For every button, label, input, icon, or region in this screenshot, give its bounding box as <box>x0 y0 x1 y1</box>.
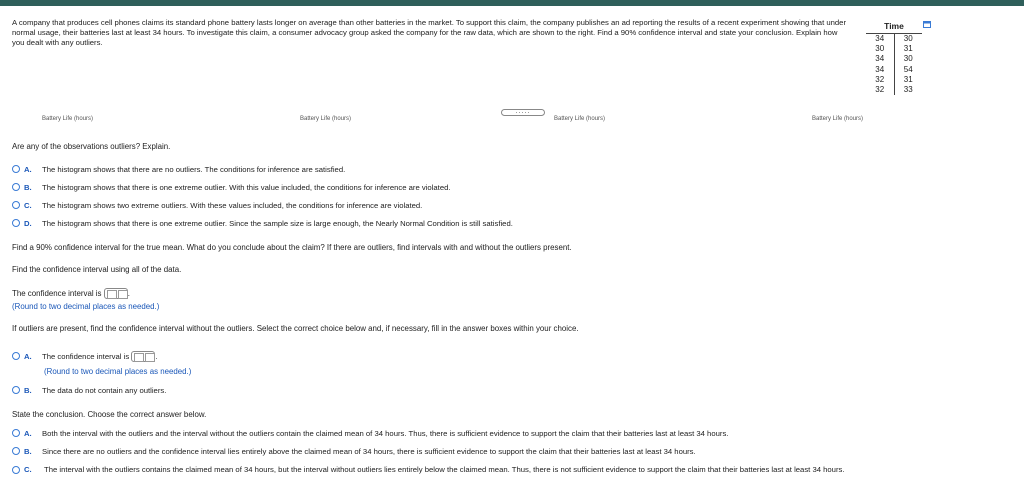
interval-answer-box[interactable] <box>131 351 155 362</box>
expand-more-button[interactable]: ..... <box>501 109 545 116</box>
option-letter: B. <box>24 183 32 192</box>
radio-button[interactable] <box>12 183 20 191</box>
table-cell: 30 <box>903 54 913 64</box>
histogram-d-axis-label: Battery Life (hours) <box>812 116 864 122</box>
option-letter: A. <box>24 429 32 438</box>
table-cell: 34 <box>866 54 894 64</box>
radio-button[interactable] <box>12 429 20 437</box>
option-text: The histogram shows that there is one extreme outlier. Since the sample size is large enough, the Nearly Normal Condition is still satisfied. <box>42 219 513 228</box>
interval-lower-input[interactable] <box>107 290 117 299</box>
radio-button[interactable] <box>12 219 20 227</box>
table-cell: 30 <box>903 34 913 43</box>
radio-button[interactable] <box>12 466 20 474</box>
q4-option-a[interactable] <box>12 429 728 439</box>
option-letter: C. <box>24 465 32 474</box>
q3-option-a[interactable]: A. The confidence interval is . <box>12 351 157 362</box>
radio-button[interactable] <box>12 386 20 394</box>
q2-interval-line: The confidence interval is . <box>12 289 130 298</box>
table-cell: 32 <box>866 75 894 85</box>
table-cell: 33 <box>903 85 913 95</box>
expand-icon[interactable] <box>923 21 931 29</box>
option-letter: A. <box>24 165 32 174</box>
option-text: The histogram shows that there is one extreme outlier. With this value included, the conditions for inference are violated. <box>42 183 451 192</box>
q2-prompt: Find a 90% confidence interval for the true mean. What do you conclude about the claim? If there are outliers, find intervals with and without the outliers present. <box>12 243 572 252</box>
table-cell: 34 <box>866 65 894 75</box>
option-letter: D. <box>24 219 32 228</box>
table-cell: 54 <box>903 64 913 74</box>
histogram-c-axis-label: Battery Life (hours) <box>554 116 606 122</box>
option-letter: B. <box>24 447 32 456</box>
table-cell: 30 <box>866 44 894 54</box>
interval-answer-box[interactable] <box>104 288 128 299</box>
q4-option-b[interactable] <box>12 447 696 457</box>
data-table <box>866 21 922 95</box>
interval-upper-input[interactable] <box>145 353 155 362</box>
option-text: The data do not contain any outliers. <box>42 386 167 395</box>
data-table-header: Time <box>866 21 922 34</box>
histogram-b-axis-label: Battery Life (hours) <box>300 116 352 122</box>
option-letter: B. <box>24 386 32 395</box>
interval-upper-input[interactable] <box>118 290 128 299</box>
interval-label: The confidence interval is <box>12 289 102 298</box>
q1-prompt: Are any of the observations outliers? Explain. <box>12 142 171 151</box>
option-letter: C. <box>24 201 32 210</box>
table-cell: 32 <box>866 85 894 95</box>
table-cell: 31 <box>903 44 913 54</box>
option-text: The confidence interval is <box>42 352 130 361</box>
q1-option-d[interactable] <box>12 219 513 229</box>
table-cell: 34 <box>866 34 894 45</box>
q2-sub-prompt: Find the confidence interval using all of the data. <box>12 265 182 274</box>
q3-prompt: If outliers are present, find the confidence interval without the outliers. Select the correct choice below and, if necessary, fill in the answer boxes within your choice. <box>12 324 579 333</box>
option-text: Since there are no outliers and the confidence interval lies entirely above the claimed mean of 34 hours, there is sufficient evidence to support the claim that their batteries last at least 34 hours. <box>42 447 696 456</box>
q3-option-b[interactable] <box>12 386 166 396</box>
q1-option-c[interactable] <box>12 201 422 211</box>
q2-round-note: (Round to two decimal places as needed.) <box>12 302 160 311</box>
radio-button[interactable] <box>12 165 20 173</box>
option-letter: A. <box>24 352 32 361</box>
option-text: The interval with the outliers contains the claimed mean of 34 hours, but the interval without outliers lies entirely below the claimed mean. Thus, there is not sufficient evidence to support the claim that their batteries last at least 34 hours. <box>44 465 845 474</box>
radio-button[interactable] <box>12 201 20 209</box>
option-text: Both the interval with the outliers and the interval without the outliers contain the claimed mean of 34 hours. Thus, there is sufficient evidence to support the claim that their batteries last at least 34 hours. <box>42 429 729 438</box>
problem-statement: A company that produces cell phones claims its standard phone battery lasts longer on average than other batteries in the market. To support this claim, the company publishes an ad reporting the results of a recent experiment showing that under normal usage, their batteries last at least 34 hours. To investigate this claim, a consumer advocacy group asked the company for the raw data, which are shown to the right. Find a 90% confidence interval and state your conclusion. Explain how you dealt with any outliers. <box>12 18 846 47</box>
radio-button[interactable] <box>12 447 20 455</box>
option-text: The histogram shows that there are no outliers. The conditions for inference are satisfied. <box>42 165 346 174</box>
q1-option-b[interactable] <box>12 183 451 193</box>
interval-lower-input[interactable] <box>134 353 144 362</box>
top-bar <box>0 0 1024 6</box>
q4-prompt: State the conclusion. Choose the correct answer below. <box>12 410 207 419</box>
q3-round-note: (Round to two decimal places as needed.) <box>44 367 192 376</box>
histogram-a-axis-label: Battery Life (hours) <box>42 116 94 122</box>
radio-button[interactable] <box>12 352 20 360</box>
option-text: The histogram shows two extreme outliers. With these values included, the conditions for inference are violated. <box>42 201 423 210</box>
table-cell: 31 <box>903 74 913 84</box>
q1-option-a[interactable] <box>12 165 345 175</box>
